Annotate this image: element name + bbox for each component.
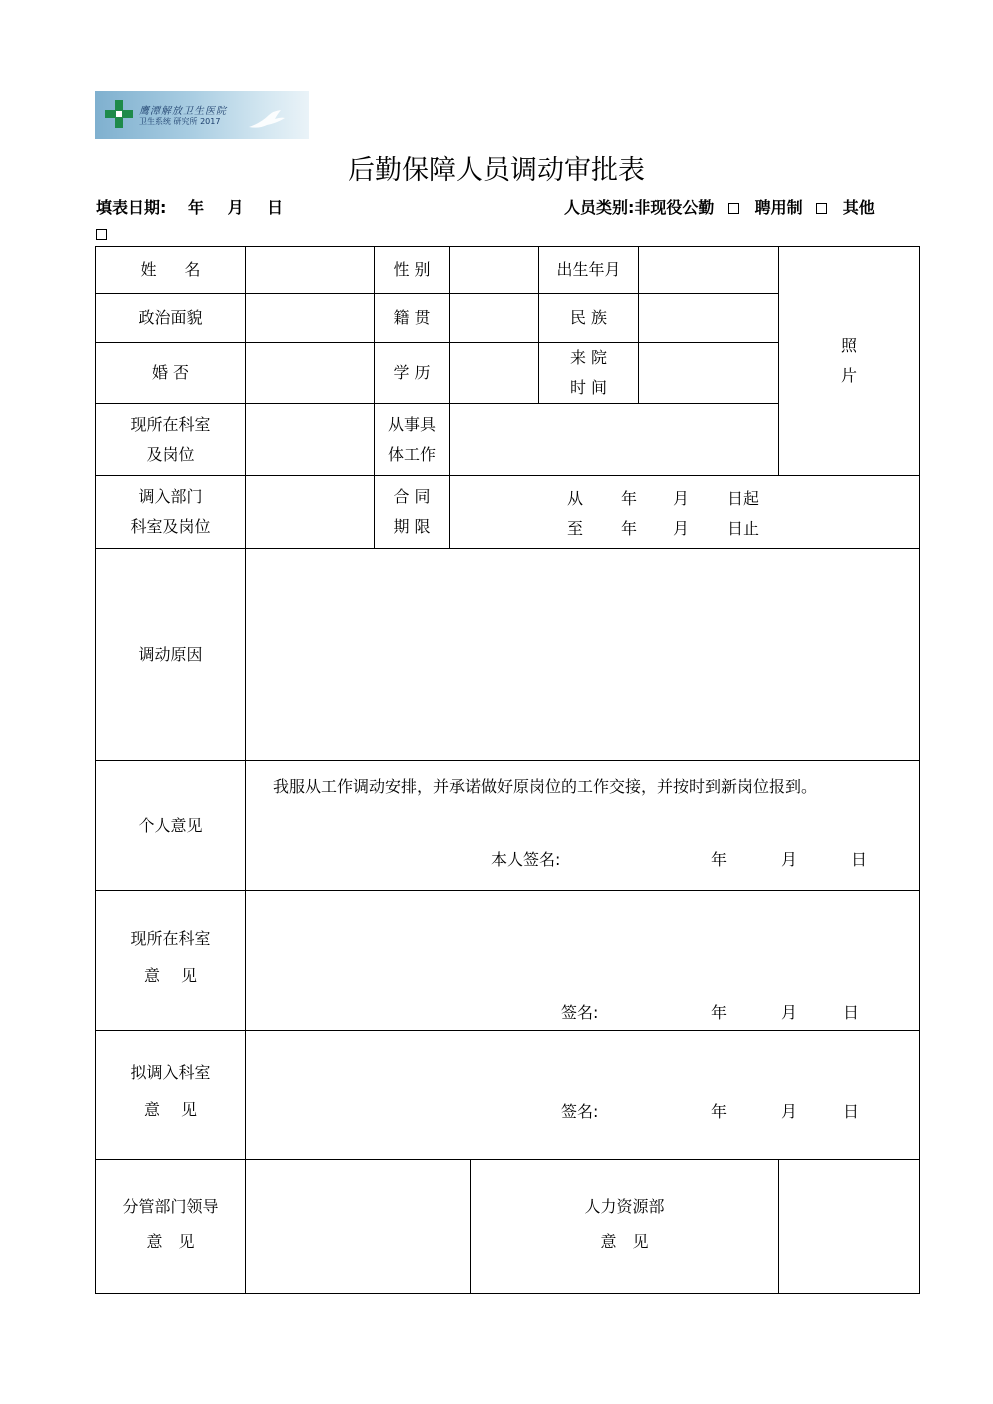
medical-cross-icon: [105, 100, 133, 128]
reason-label: 调动原因: [96, 549, 246, 761]
hr-opinion-label: 人力资源部 意 见: [471, 1160, 779, 1294]
current-dept-opinion-field[interactable]: [246, 891, 920, 1031]
fill-date-month: 月: [227, 198, 244, 217]
option-other: 其他: [842, 198, 875, 217]
birth-field[interactable]: [639, 247, 779, 294]
target-dept-field[interactable]: [246, 476, 375, 549]
marital-label: 婚 否: [96, 343, 246, 404]
current-dept-field[interactable]: [246, 404, 375, 476]
pledge-text: 我服从工作调动安排，并承诺做好原岗位的工作交接，并按时到新岗位报到。: [273, 777, 818, 796]
leader-opinion-field[interactable]: [246, 1160, 471, 1294]
contract-to: 至 年 月 日止: [567, 519, 760, 538]
checkbox-contract[interactable]: [816, 203, 827, 214]
contract-period-field[interactable]: [450, 476, 920, 549]
approval-form-table: [95, 246, 920, 1294]
category-label: 人员类别:: [564, 198, 635, 217]
new-dept-opinion-label: 拟调入科室 意 见: [96, 1031, 246, 1160]
checkbox-non-active-duty[interactable]: [728, 203, 739, 214]
new-dept-sign-date: 年 月 日: [711, 1102, 860, 1121]
work-field[interactable]: [450, 404, 779, 476]
ethnic-label: 民 族: [539, 294, 639, 343]
fill-date: [96, 195, 283, 218]
name-label: 姓 名: [96, 247, 246, 294]
current-dept-sign-date: 年 月 日: [711, 1003, 860, 1022]
logo-subtext: 卫生系统 研究所 2017: [139, 117, 221, 126]
photo-area[interactable]: 照 片: [779, 247, 920, 476]
education-label: 学 历: [375, 343, 450, 404]
education-field[interactable]: [450, 343, 539, 404]
hospital-logo: [95, 91, 309, 139]
work-label: 从事具 体工作: [375, 404, 450, 476]
current-dept-sign: 签名:: [561, 1003, 599, 1022]
contract-label: 合 同 期 限: [375, 476, 450, 549]
political-field[interactable]: [246, 294, 375, 343]
dove-icon: [247, 109, 287, 131]
arrival-field[interactable]: [639, 343, 779, 404]
fill-date-day: 日: [267, 198, 284, 217]
gender-label: 性 别: [375, 247, 450, 294]
birth-label: 出生年月: [539, 247, 639, 294]
new-dept-opinion-field[interactable]: [246, 1031, 920, 1160]
self-signature: 本人签名:: [491, 850, 561, 869]
native-field[interactable]: [450, 294, 539, 343]
leader-opinion-label: 分管部门领导 意 见: [96, 1160, 246, 1294]
personal-opinion-label: 个人意见: [96, 761, 246, 891]
hr-opinion-field[interactable]: [779, 1160, 920, 1294]
logo-text: 鹰潭解放卫生医院: [139, 106, 227, 117]
staff-category: [564, 195, 875, 218]
gender-field[interactable]: [450, 247, 539, 294]
option-non-active-duty: 非现役公勤: [634, 198, 715, 217]
current-dept-opinion-label: 现所在科室 意 见: [96, 891, 246, 1031]
checkbox-other-wrap: [96, 224, 107, 243]
ethnic-field[interactable]: [639, 294, 779, 343]
checkbox-other[interactable]: [96, 229, 107, 240]
political-label: 政治面貌: [96, 294, 246, 343]
option-contract: 聘用制: [754, 198, 803, 217]
self-sign-date: 年 月 日: [711, 850, 868, 869]
personal-opinion-field[interactable]: [246, 761, 920, 891]
contract-from: 从 年 月 日起: [567, 489, 760, 508]
name-field[interactable]: [246, 247, 375, 294]
current-dept-label: 现所在科室 及岗位: [96, 404, 246, 476]
new-dept-sign: 签名:: [561, 1102, 599, 1121]
marital-field[interactable]: [246, 343, 375, 404]
target-dept-label: 调入部门 科室及岗位: [96, 476, 246, 549]
arrival-label: 来 院 时 间: [539, 343, 639, 404]
fill-date-label: 填表日期:: [96, 198, 167, 217]
reason-field[interactable]: [246, 549, 920, 761]
page-title: 后勤保障人员调动审批表: [348, 155, 645, 186]
native-label: 籍 贯: [375, 294, 450, 343]
fill-date-year: 年: [187, 198, 204, 217]
